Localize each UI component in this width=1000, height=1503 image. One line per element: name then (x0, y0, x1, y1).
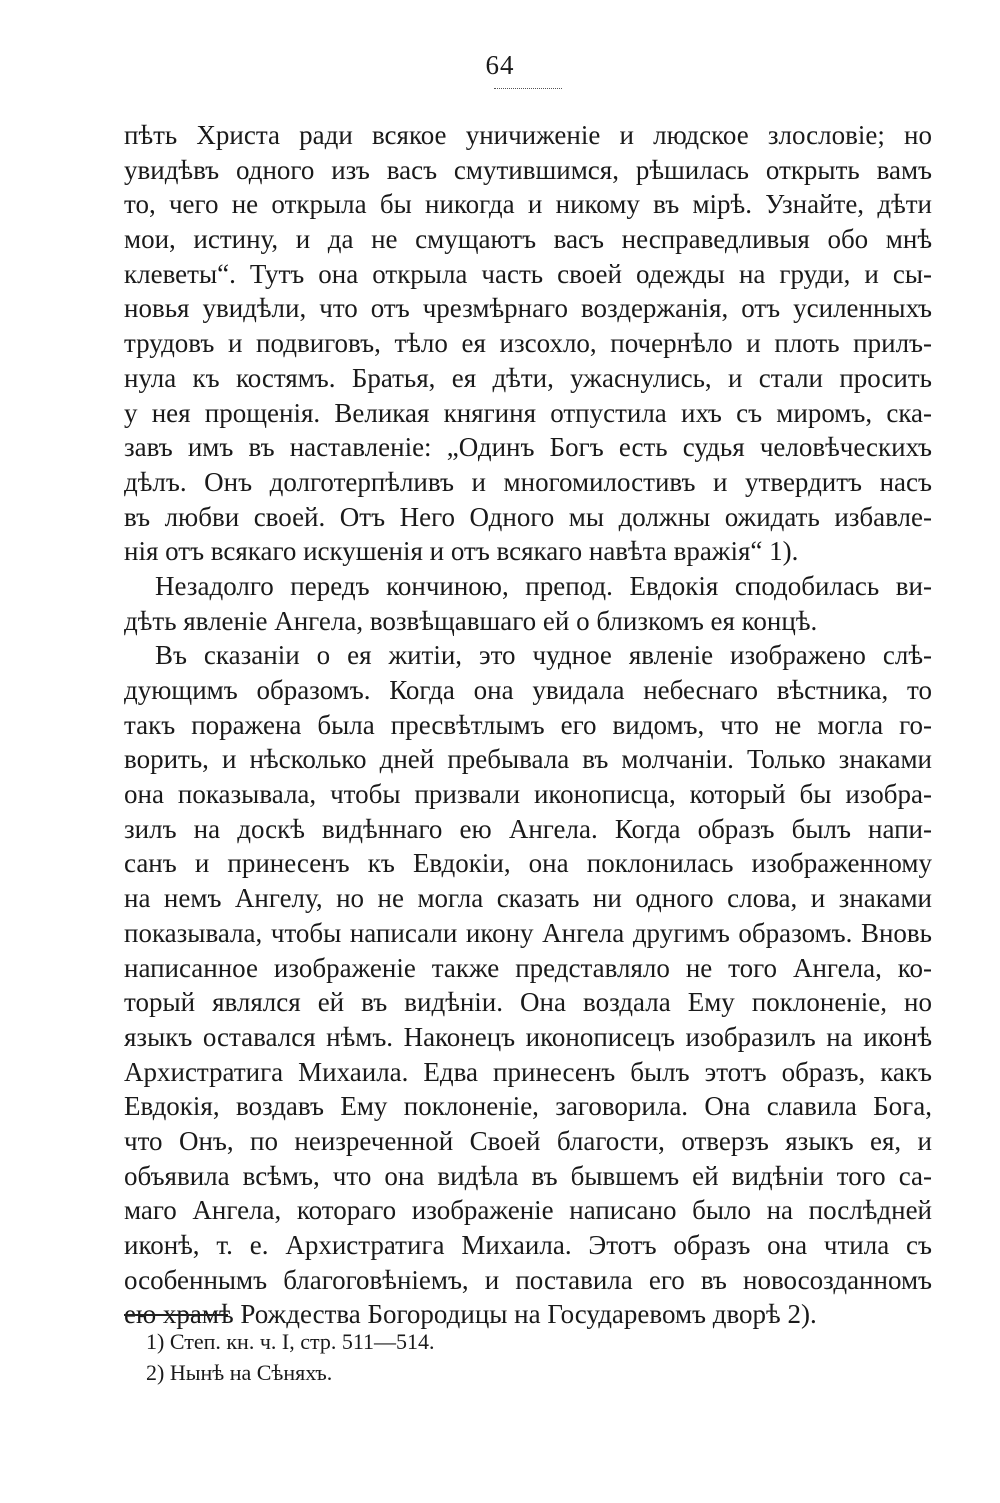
text-line: нула къ костямъ. Братья, ея дѣти, ужаснулись, и стали просить (124, 362, 932, 393)
text-line: увидѣвъ одного изъ васъ смутившимся, рѣшилась открыть вамъ (124, 154, 932, 185)
text-line: завъ имъ въ наставленіе: „Одинъ Богъ есть судья человѣческихъ (124, 432, 932, 463)
text-line: мои, истину, и да не смущаютъ васъ несправедливыя обо мнѣ (124, 224, 932, 255)
text-line: дѣлъ. Онъ долготерпѣливъ и многомилостивъ и утвердитъ насъ (124, 466, 932, 497)
text-line: она показывала, чтобы призвали иконописца, который бы изобра- (124, 779, 932, 810)
text-line: Евдокія, воздавъ Ему поклоненіе, заговорила. Она славила Бога, (124, 1091, 932, 1122)
text-line: такъ поражена была пресвѣтлымъ его видомъ, что не могла го- (124, 709, 932, 740)
text-line: торый являлся ей въ видѣніи. Она воздала Ему поклоненіе, но (124, 987, 932, 1018)
footnotes (146, 1326, 846, 1388)
text-line: что Онъ, по неизреченной Своей благости, отверзъ языкъ ея, и (124, 1125, 932, 1156)
text-line: новья увидѣли, что отъ чрезмѣрнаго воздержанія, отъ усиленныхъ (124, 293, 932, 324)
text-line: нія отъ всякаго искушенія и отъ всякаго навѣта вражія“ 1). (124, 536, 799, 567)
text-line: написанное изображеніе также представляло не того Ангела, ко- (124, 952, 932, 983)
paragraph-1 (124, 118, 932, 569)
text-line: объявила всѣмъ, что она видѣла въ бывшемъ ей видѣніи того са- (124, 1160, 932, 1191)
text-line: ею храмѣ Рождества Богородицы на Государевомъ дворѣ 2). (124, 1299, 817, 1330)
text-line: трудовъ и подвиговъ, тѣло ея изсохло, почернѣло и плоть прилъ- (124, 328, 932, 359)
text-line: на немъ Ангелу, но не могла сказать ни одного слова, и знаками (124, 883, 932, 914)
text-line: дѣть явленіе Ангела, возвѣщавшаго ей о близкомъ ея концѣ. (124, 605, 818, 636)
text-line: пѣть Христа ради всякое уничиженіе и людское злословіе; но (124, 120, 932, 150)
text-line: Незадолго передъ кончиною, препод. Евдокія сподобилась ви- (155, 570, 932, 601)
footnote-2: 2) Нынѣ на Сѣняхъ. (146, 1360, 333, 1385)
text-line: въ любви своей. Отъ Него Одного мы должны ожидать избавле- (124, 501, 932, 532)
text-line: клеветы“. Тутъ она открыла часть своей одежды на груди, и сы- (124, 258, 932, 289)
paragraph-2 (124, 569, 932, 638)
text-line: то, чего не открыла бы никогда и никому въ мірѣ. Узнайте, дѣти (124, 189, 932, 220)
text-line: Въ сказаніи о ея житіи, это чудное явленіе изображено слѣ- (155, 640, 932, 671)
page-number-rule (494, 88, 562, 89)
text-line: языкъ оставался нѣмъ. Наконецъ иконописецъ изобразилъ на иконѣ (124, 1021, 932, 1052)
text-line: иконѣ, т. е. Архистратига Михаила. Этотъ образъ она чтила съ (124, 1230, 932, 1260)
text-line: санъ и принесенъ къ Евдокіи, она поклонилась изображенному (124, 848, 932, 879)
footnote-1: 1) Степ. кн. ч. I, стр. 511—514. (146, 1329, 435, 1354)
footnote-rule (124, 1314, 228, 1316)
page-number: 64 (485, 50, 515, 80)
text-line: зилъ на доскѣ видѣннаго ею Ангела. Когда образъ былъ напи- (124, 813, 932, 844)
text-line: дующимъ образомъ. Когда она увидала небеснаго вѣстника, то (124, 675, 932, 705)
text-line: показывала, чтобы написали икону Ангела другимъ образомъ. Вновь (124, 917, 932, 948)
text-line: Архистратига Михаила. Едва принесенъ былъ этотъ образъ, какъ (124, 1056, 932, 1087)
paragraph-3 (124, 638, 932, 1332)
text-line: у нея прощенія. Великая княгиня отпустила ихъ съ миромъ, ска- (124, 397, 932, 428)
text-line: особеннымъ благоговѣніемъ, и поставила его въ новосозданномъ (124, 1264, 932, 1295)
text-line: маго Ангела, котораго изображеніе написано было на послѣдней (124, 1195, 932, 1226)
text-line: ворить, и нѣсколько дней пребывала въ молчаніи. Только знаками (124, 744, 932, 775)
body-text (124, 118, 932, 1332)
